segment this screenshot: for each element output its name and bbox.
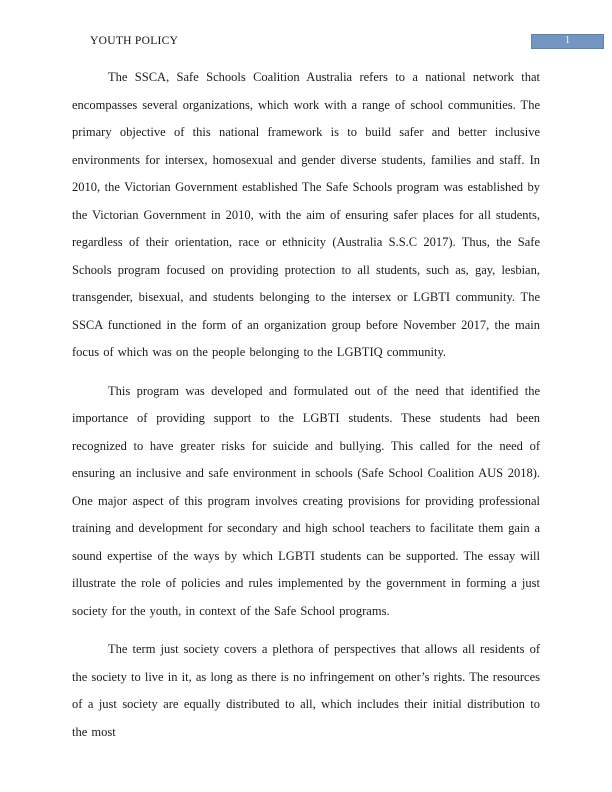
page-number: 1 [564,35,571,47]
paragraph-just-society: The term just society covers a plethora of perspectives that allows all residents of the society to live in it, as long as there is no infringement on other’s rights. The resources of a just society are equally distributed to all, which includes their initial distribution to the most [72,642,540,739]
header-title: YOUTH POLICY [90,35,179,47]
paragraph-intro: The SSCA, Safe Schools Coalition Australia refers to a national network that encompasses several organizations, which work with a range of school communities. The primary objective of this national framework is to build safer and better inclusive environments for intersex, homosexual and gender diverse students, families and staff. In 2010, the Victorian Government established The Safe Schools program was established by the Victorian Government in 2010, with the aim of ensuring safer places for all students, regardless of their orientation, race or ethnicity (Australia S.S.C 2017). Thus, the Safe Schools program focused on providing protection to all students, such as, gay, lesbian, transgender, bisexual, and students belonging to the intersex or LGBTI community. The SSCA functioned in the form of an organization group before November 2017, the main focus of which was on the people belonging to the LGBTIQ community. [72,70,540,359]
paragraph-program-development: This program was developed and formulated out of the need that identified the importance of providing support to the LGBTI students. These students had been recognized to have greater risks for suicide and bullying. This called for the need of ensuring an inclusive and safe environment in schools (Safe School Coalition AUS 2018). One major aspect of this program involves creating provisions for providing professional training and development for secondary and high school teachers to facilitate them gain a sound expertise of the ways by which LGBTI students can be supported. The essay will illustrate the role of policies and rules implemented by the government in forming a just society for the youth, in context of the Safe School programs. [72,383,540,618]
page-number-badge [531,34,604,49]
page-header [0,33,612,51]
document-body [72,64,540,757]
